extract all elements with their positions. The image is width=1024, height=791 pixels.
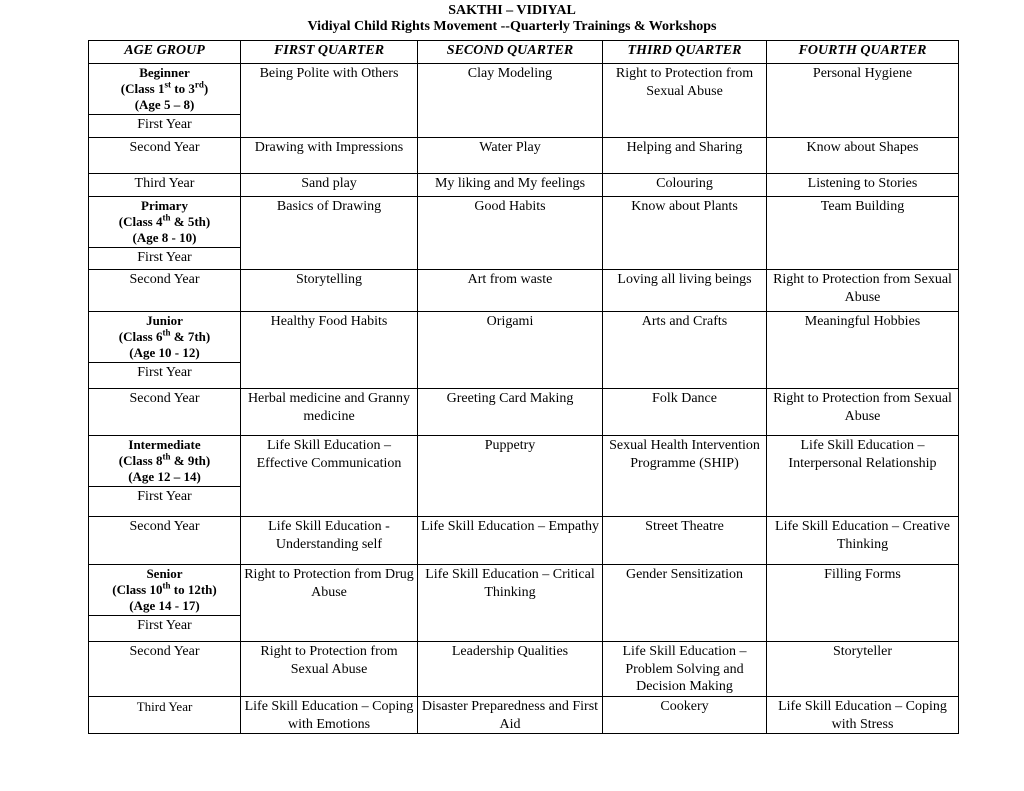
table-cell: Drawing with Impressions	[241, 138, 418, 174]
group-age: (Age 14 - 17)	[129, 598, 200, 613]
group-name: Intermediate	[128, 437, 201, 452]
table-cell: Disaster Preparedness and First Aid	[418, 697, 603, 734]
table-cell: Sand play	[241, 174, 418, 197]
table-cell: Life Skill Education – Coping with Emotions	[241, 697, 418, 734]
group-name: Junior	[146, 313, 183, 328]
group-label-junior	[89, 312, 241, 363]
table-cell: Life Skill Education – Creative Thinking	[767, 517, 959, 565]
table-cell: Team Building	[767, 197, 959, 270]
table-cell: Greeting Card Making	[418, 389, 603, 436]
year-label: First Year	[89, 363, 241, 389]
group-class: (Class 10th to 12th)	[112, 580, 217, 597]
group-class: (Class 6th & 7th)	[118, 327, 211, 344]
header-first-quarter: FIRST QUARTER	[241, 41, 418, 64]
table-cell: Gender Sensitization	[603, 565, 767, 642]
year-label: First Year	[89, 248, 241, 270]
year-label: First Year	[89, 616, 241, 642]
document-title: SAKTHI – VIDIYAL	[448, 3, 576, 18]
table-row	[89, 642, 959, 697]
table-cell: Right to Protection from Sexual Abuse	[603, 64, 767, 138]
table-cell: Life Skill Education - Understanding self	[241, 517, 418, 565]
group-class: (Class 4th & 5th)	[118, 212, 211, 229]
group-name: Beginner	[139, 65, 190, 80]
table-cell: Know about Shapes	[767, 138, 959, 174]
table-cell: Colouring	[603, 174, 767, 197]
table-cell: Being Polite with Others	[241, 64, 418, 138]
table-cell: Life Skill Education – Critical Thinking	[418, 565, 603, 642]
table-cell: Arts and Crafts	[603, 312, 767, 389]
table-cell: Origami	[418, 312, 603, 389]
year-label: Second Year	[89, 389, 241, 436]
header-row	[89, 41, 959, 64]
group-label-beginner	[89, 64, 241, 115]
table-row	[89, 138, 959, 174]
year-label: Second Year	[89, 642, 241, 697]
table-row	[89, 436, 959, 487]
table-cell: Cookery	[603, 697, 767, 734]
table-cell: Leadership Qualities	[418, 642, 603, 697]
group-label-primary	[89, 197, 241, 248]
table-cell: Water Play	[418, 138, 603, 174]
training-schedule-table	[88, 40, 959, 734]
table-cell: Life Skill Education – Effective Communication	[241, 436, 418, 517]
document-subtitle: Vidiyal Child Rights Movement --Quarterly Trainings & Workshops	[307, 19, 717, 34]
year-label: Second Year	[89, 138, 241, 174]
group-name: Senior	[146, 566, 183, 581]
table-cell: Life Skill Education – Problem Solving and Decision Making	[603, 642, 767, 697]
group-age: (Age 5 – 8)	[134, 97, 195, 112]
table-cell: Right to Protection from Drug Abuse	[241, 565, 418, 642]
header-second-quarter: SECOND QUARTER	[418, 41, 603, 64]
table-cell: Right to Protection from Sexual Abuse	[767, 270, 959, 312]
year-label: Third Year	[89, 174, 241, 197]
table-cell: Folk Dance	[603, 389, 767, 436]
year-label: First Year	[89, 115, 241, 138]
table-cell: Filling Forms	[767, 565, 959, 642]
table-cell: Storyteller	[767, 642, 959, 697]
group-age: (Age 8 - 10)	[132, 230, 197, 245]
group-class: (Class 1st to 3rd)	[120, 79, 209, 96]
table-cell: Loving all living beings	[603, 270, 767, 312]
table-cell: Puppetry	[418, 436, 603, 517]
table-cell: Street Theatre	[603, 517, 767, 565]
year-label: Second Year	[89, 517, 241, 565]
table-cell: Meaningful Hobbies	[767, 312, 959, 389]
group-label-senior	[89, 565, 241, 616]
table-cell: Healthy Food Habits	[241, 312, 418, 389]
table-cell: Know about Plants	[603, 197, 767, 270]
year-label: First Year	[89, 487, 241, 517]
header-age-group: AGE GROUP	[89, 41, 241, 64]
table-row	[89, 270, 959, 312]
table-cell: Life Skill Education – Empathy	[418, 517, 603, 565]
group-class: (Class 8th & 9th)	[118, 451, 211, 468]
table-cell: Right to Protection from Sexual Abuse	[241, 642, 418, 697]
table-row	[89, 197, 959, 248]
table-row	[89, 697, 959, 734]
table-cell: Life Skill Education – Interpersonal Relationship	[767, 436, 959, 517]
header-third-quarter: THIRD QUARTER	[603, 41, 767, 64]
group-age: (Age 10 - 12)	[129, 345, 200, 360]
table-cell: Clay Modeling	[418, 64, 603, 138]
table-cell: Listening to Stories	[767, 174, 959, 197]
table-cell: Herbal medicine and Granny medicine	[241, 389, 418, 436]
table-row	[89, 517, 959, 565]
table-cell: My liking and My feelings	[418, 174, 603, 197]
table-cell: Personal Hygiene	[767, 64, 959, 138]
table-cell: Helping and Sharing	[603, 138, 767, 174]
table-cell: Good Habits	[418, 197, 603, 270]
table-row	[89, 565, 959, 616]
year-label: Second Year	[89, 270, 241, 312]
table-row	[89, 312, 959, 363]
group-age: (Age 12 – 14)	[128, 469, 201, 484]
table-cell: Life Skill Education – Coping with Stress	[767, 697, 959, 734]
table-cell: Basics of Drawing	[241, 197, 418, 270]
table-cell: Right to Protection from Sexual Abuse	[767, 389, 959, 436]
table-cell: Art from waste	[418, 270, 603, 312]
table-row	[89, 64, 959, 115]
group-name: Primary	[141, 198, 188, 213]
group-label-intermediate	[89, 436, 241, 487]
year-label: Third Year	[89, 697, 241, 734]
table-row	[89, 174, 959, 197]
table-cell: Storytelling	[241, 270, 418, 312]
table-row	[89, 389, 959, 436]
header-fourth-quarter: FOURTH QUARTER	[767, 41, 959, 64]
table-cell: Sexual Health Intervention Programme (SHIP)	[603, 436, 767, 517]
